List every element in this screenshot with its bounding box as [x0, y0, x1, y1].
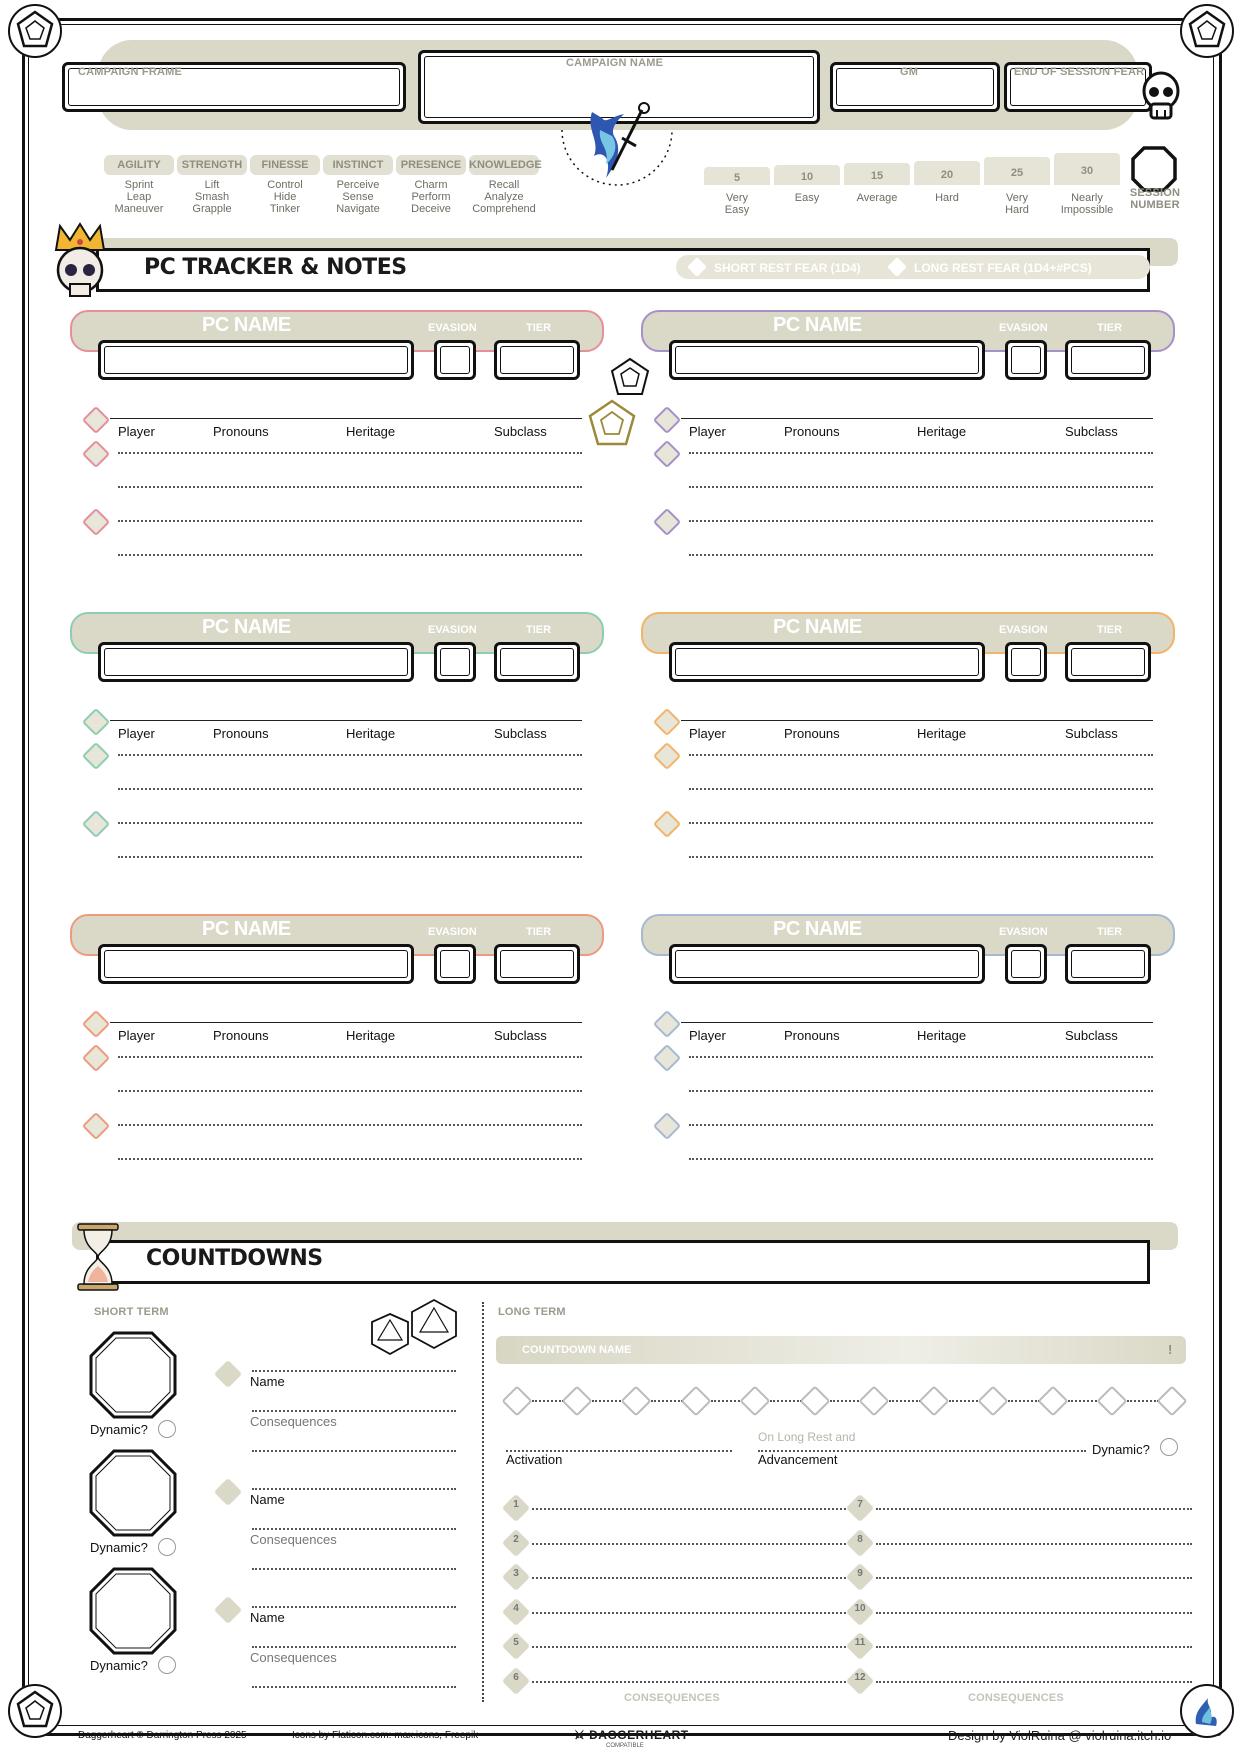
evasion-label: EVASION	[999, 926, 1048, 938]
long-term-dynamic-checkbox[interactable]	[1160, 1438, 1178, 1456]
trait-action: Maneuver	[114, 203, 164, 215]
short-term-dynamic-checkbox[interactable]	[158, 1538, 176, 1556]
pc-note-line[interactable]	[689, 754, 1153, 756]
tier-label: TIER	[1097, 624, 1123, 636]
evasion-field[interactable]	[434, 642, 476, 682]
tier-field[interactable]	[1065, 642, 1151, 682]
difficulty-label: Very	[1005, 192, 1028, 204]
pc-note-line[interactable]	[118, 856, 582, 858]
pc-player-label: Player	[689, 726, 726, 741]
pc-heritage-label: Heritage	[917, 424, 967, 439]
long-term-step-line[interactable]	[532, 1646, 862, 1648]
short-term-conseq-line[interactable]	[252, 1528, 456, 1530]
short-term-dynamic-checkbox[interactable]	[158, 1656, 176, 1674]
short-term-counter-field[interactable]	[88, 1448, 178, 1538]
pc-pronouns-label: Pronouns	[784, 726, 840, 741]
trait-action: Sprint	[124, 179, 154, 191]
logo-corner-icon	[1180, 1684, 1234, 1738]
short-term-extra-line[interactable]	[252, 1450, 456, 1452]
difficulty-label: Easy	[794, 192, 820, 204]
difficulty-5: 5	[704, 167, 770, 185]
trait-action: Recall	[488, 179, 520, 191]
long-term-step-number: 3	[513, 1568, 519, 1579]
pc-note-line[interactable]	[689, 822, 1153, 824]
long-term-step-number: 5	[513, 1637, 519, 1648]
pc-subclass-label: Subclass	[1065, 1028, 1118, 1043]
tier-field[interactable]	[494, 944, 580, 984]
trait-knowledge: KNOWLEDGE	[469, 155, 539, 175]
pc-heritage-label: Heritage	[917, 726, 967, 741]
pc-pronouns-label: Pronouns	[784, 424, 840, 439]
trait-strength: STRENGTH	[177, 155, 247, 175]
trait-instinct: INSTINCT	[323, 155, 393, 175]
trait-agility: AGILITY	[104, 155, 174, 175]
evasion-field[interactable]	[1005, 944, 1047, 984]
session-number-label	[1128, 187, 1182, 211]
long-term-tick-link	[1068, 1400, 1100, 1402]
difficulty-15: 15	[844, 163, 910, 185]
long-term-tick-link	[949, 1400, 981, 1402]
difficulty-label: Hard	[1005, 204, 1029, 216]
trait-action: Grapple	[192, 203, 232, 215]
pc-name-field[interactable]	[98, 340, 414, 380]
pc-info-line	[110, 418, 582, 419]
long-term-step-line[interactable]	[532, 1543, 862, 1545]
tier-label: TIER	[526, 322, 552, 334]
long-term-label: LONG TERM	[498, 1306, 566, 1318]
pc-note-line[interactable]	[118, 554, 582, 556]
pc-note-line[interactable]	[118, 754, 582, 756]
countdown-alert-mark: !	[1168, 1342, 1173, 1357]
long-rest-label: LONG REST FEAR (1D4+#PCS)	[914, 261, 1092, 275]
evasion-field[interactable]	[1005, 340, 1047, 380]
trait-action: Leap	[126, 191, 152, 203]
long-term-tick-link	[711, 1400, 743, 1402]
long-term-tick-link	[592, 1400, 624, 1402]
tier-field[interactable]	[1065, 340, 1151, 380]
skull-icon	[1140, 70, 1182, 124]
tier-label: TIER	[526, 624, 552, 636]
pc-pronouns-label: Pronouns	[213, 1028, 269, 1043]
short-term-dynamic-label: Dynamic?	[90, 1540, 148, 1555]
trait-action: Sense	[342, 191, 374, 203]
crowned-skull-icon	[50, 222, 110, 302]
design-credit-text: Design by ViolRuina @ violruina.itch.io	[948, 1728, 1172, 1743]
long-term-step-line[interactable]	[876, 1646, 1192, 1648]
pc-pronouns-label: Pronouns	[784, 1028, 840, 1043]
difficulty-label: Nearly	[1071, 192, 1103, 204]
short-term-dynamic-label: Dynamic?	[90, 1422, 148, 1437]
pc-name-field[interactable]	[98, 944, 414, 984]
short-term-extra-line[interactable]	[252, 1686, 456, 1688]
pc-name-label: PC NAME	[773, 314, 862, 336]
on-long-rest-label: On Long Rest and	[758, 1430, 856, 1444]
trait-action: Navigate	[336, 203, 380, 215]
pc-heritage-label: Heritage	[917, 1028, 967, 1043]
tier-field[interactable]	[494, 340, 580, 380]
long-term-step-line[interactable]	[532, 1612, 862, 1614]
long-term-step-number: 12	[854, 1671, 866, 1683]
long-term-step-line[interactable]	[532, 1577, 862, 1579]
short-term-dynamic-label: Dynamic?	[90, 1658, 148, 1673]
daggerheart-logo-text: DAGGERHEART	[589, 1728, 689, 1742]
long-term-step-number: 8	[857, 1533, 863, 1545]
pc-name-label: PC NAME	[773, 616, 862, 638]
evasion-field[interactable]	[1005, 642, 1047, 682]
daggerheart-logo	[574, 1728, 689, 1742]
pc-name-label: PC NAME	[202, 918, 291, 940]
pc-info-line	[110, 720, 582, 721]
countdowns-title: COUNTDOWNS	[146, 1246, 323, 1271]
countdown-divider	[482, 1302, 484, 1702]
long-term-step-number: 2	[513, 1533, 519, 1545]
difficulty-label: Impossible	[1060, 204, 1114, 216]
pc-pronouns-label: Pronouns	[213, 726, 269, 741]
pc-heritage-label: Heritage	[346, 726, 396, 741]
pc-player-label: Player	[118, 726, 155, 741]
difficulty-25: 25	[984, 157, 1050, 185]
gm-label: GM	[900, 66, 919, 78]
long-term-step-line[interactable]	[532, 1681, 862, 1683]
trait-action: Perform	[411, 191, 451, 203]
pc-name-label: PC NAME	[773, 918, 862, 940]
pc-info-line	[681, 1022, 1153, 1023]
pc-note-line[interactable]	[118, 1056, 582, 1058]
long-term-step-number: 1	[513, 1499, 519, 1510]
long-term-tick-link	[532, 1400, 564, 1402]
evasion-field[interactable]	[434, 944, 476, 984]
short-term-extra-line[interactable]	[252, 1568, 456, 1570]
pc-player-label: Player	[118, 1028, 155, 1043]
long-term-step-line[interactable]	[532, 1508, 862, 1510]
long-term-tick-link	[889, 1400, 921, 1402]
d12-corner-icon	[8, 4, 62, 58]
dagger-logo-icon: ⚔	[574, 1728, 586, 1742]
pc-note-line[interactable]	[118, 1124, 582, 1126]
pc-subclass-label: Subclass	[494, 726, 547, 741]
short-term-label: SHORT TERM	[94, 1306, 169, 1318]
tier-field[interactable]	[1065, 944, 1151, 984]
trait-action: Lift	[204, 179, 220, 191]
pc-heritage-label: Heritage	[346, 424, 396, 439]
trait-action: Perceive	[336, 179, 380, 191]
pc-subclass-label: Subclass	[494, 424, 547, 439]
activation-label: Activation	[506, 1452, 563, 1467]
pc-note-line[interactable]	[689, 520, 1153, 522]
long-term-step-number: 10	[854, 1602, 866, 1614]
short-term-name-line[interactable]	[252, 1488, 456, 1490]
advancement-label: Advancement	[758, 1452, 838, 1467]
tier-label: TIER	[526, 926, 552, 938]
short-term-name-label: Name	[250, 1492, 285, 1507]
tier-label: TIER	[1097, 926, 1123, 938]
pc-heritage-label: Heritage	[346, 1028, 396, 1043]
evasion-label: EVASION	[999, 624, 1048, 636]
countdown-name-label: COUNTDOWN NAME	[522, 1344, 632, 1356]
difficulty-label: Hard	[935, 192, 959, 204]
difficulty-label: Easy	[724, 204, 750, 216]
pc-name-field[interactable]	[669, 642, 985, 682]
pc-name-label: PC NAME	[202, 314, 291, 336]
trait-presence: PRESENCE	[396, 155, 466, 175]
short-term-name-label: Name	[250, 1610, 285, 1625]
pc-note-line[interactable]	[689, 554, 1153, 556]
pc-note-line[interactable]	[118, 486, 582, 488]
long-term-step-number: 6	[513, 1671, 519, 1683]
evasion-field[interactable]	[434, 340, 476, 380]
hourglass-icon	[74, 1222, 122, 1292]
trait-action: Hide	[273, 191, 297, 203]
long-term-step-number: 4	[513, 1602, 519, 1614]
pc-name-label: PC NAME	[202, 616, 291, 638]
trait-action: Control	[267, 179, 303, 191]
short-term-conseq-line[interactable]	[252, 1646, 456, 1648]
pc-info-line	[681, 418, 1153, 419]
icon-credit-text: Icons by Flaticon.com: max.icons, Freepik	[292, 1730, 479, 1741]
end-of-session-fear-label: END OF SESSION FEAR	[1014, 66, 1145, 78]
campaign-name-label: CAMPAIGN NAME	[566, 57, 664, 69]
pc-note-line[interactable]	[118, 1158, 582, 1160]
d12-gold-die-icon	[586, 398, 638, 450]
pc-subclass-label: Subclass	[494, 1028, 547, 1043]
pc-note-line[interactable]	[118, 1090, 582, 1092]
long-term-step-line[interactable]	[876, 1577, 1192, 1579]
long-term-tick-link	[1127, 1400, 1159, 1402]
trait-action: Tinker	[269, 203, 301, 215]
short-term-counter-field[interactable]	[88, 1330, 178, 1420]
pc-player-label: Player	[689, 1028, 726, 1043]
short-term-name-label: Name	[250, 1374, 285, 1389]
session-label-line1: SESSION	[1129, 187, 1181, 199]
long-term-tick-link	[770, 1400, 802, 1402]
long-term-step-number: 7	[857, 1499, 863, 1510]
long-term-dynamic-label: Dynamic?	[1092, 1442, 1150, 1457]
trait-action: Deceive	[411, 203, 451, 215]
consequences-right-label: CONSEQUENCES	[968, 1692, 1064, 1704]
short-term-name-line[interactable]	[252, 1606, 456, 1608]
pc-note-line[interactable]	[689, 1090, 1153, 1092]
tier-label: TIER	[1097, 322, 1123, 334]
pc-note-line[interactable]	[689, 1158, 1153, 1160]
long-term-step-number: 9	[857, 1568, 863, 1579]
short-term-conseq-line[interactable]	[252, 1410, 456, 1412]
trait-action: Smash	[194, 191, 230, 203]
pc-subclass-label: Subclass	[1065, 726, 1118, 741]
pc-pronouns-label: Pronouns	[213, 424, 269, 439]
trait-action: Analyze	[484, 191, 524, 203]
pc-note-line[interactable]	[689, 486, 1153, 488]
long-term-step-line[interactable]	[876, 1508, 1192, 1510]
pc-name-field[interactable]	[669, 944, 985, 984]
d12-corner-icon	[8, 1684, 62, 1738]
pc-player-label: Player	[118, 424, 155, 439]
pc-note-line[interactable]	[118, 822, 582, 824]
short-term-name-line[interactable]	[252, 1370, 456, 1372]
pc-note-line[interactable]	[118, 520, 582, 522]
tier-field[interactable]	[494, 642, 580, 682]
long-term-tick-link	[830, 1400, 862, 1402]
pc-subclass-label: Subclass	[1065, 424, 1118, 439]
long-term-step-number: 11	[854, 1637, 866, 1648]
trait-finesse: FINESSE	[250, 155, 320, 175]
pc-note-line[interactable]	[689, 452, 1153, 454]
difficulty-30: 30	[1054, 153, 1120, 185]
trait-action: Comprehend	[472, 203, 536, 215]
short-term-conseq-label: Consequences	[250, 1650, 337, 1665]
session-label-line2: NUMBER	[1130, 199, 1180, 211]
pc-note-line[interactable]	[689, 856, 1153, 858]
evasion-label: EVASION	[428, 624, 477, 636]
pc-info-line	[681, 720, 1153, 721]
short-term-dynamic-checkbox[interactable]	[158, 1420, 176, 1438]
long-term-tick-link	[1008, 1400, 1040, 1402]
pc-player-label: Player	[689, 424, 726, 439]
pc-note-line[interactable]	[118, 452, 582, 454]
pc-note-line[interactable]	[689, 1056, 1153, 1058]
pc-note-line[interactable]	[689, 1124, 1153, 1126]
difficulty-label: Average	[856, 192, 898, 204]
long-term-step-line[interactable]	[876, 1612, 1192, 1614]
short-term-conseq-label: Consequences	[250, 1532, 337, 1547]
long-term-tick-link	[651, 1400, 683, 1402]
difficulty-10: 10	[774, 165, 840, 185]
consequences-left-label: CONSEQUENCES	[624, 1692, 720, 1704]
d12-die-icon	[608, 356, 652, 400]
pc-note-line[interactable]	[118, 788, 582, 790]
long-term-step-line[interactable]	[876, 1681, 1192, 1683]
difficulty-label: Very	[725, 192, 748, 204]
copyright-text: Daggerheart © Darrington Press 2025	[78, 1730, 247, 1741]
evasion-label: EVASION	[428, 322, 477, 334]
short-term-counter-field[interactable]	[88, 1566, 178, 1656]
tracker-title: PC TRACKER & NOTES	[144, 255, 407, 280]
session-number-field[interactable]	[1130, 145, 1178, 193]
difficulty-20: 20	[914, 161, 980, 185]
d20-dice-icon	[368, 1296, 464, 1358]
pc-info-line	[110, 1022, 582, 1023]
short-rest-label: SHORT REST FEAR (1D4)	[714, 261, 861, 275]
evasion-label: EVASION	[428, 926, 477, 938]
evasion-label: EVASION	[999, 322, 1048, 334]
compatible-text: COMPATIBLE	[606, 1743, 644, 1749]
pc-name-field[interactable]	[669, 340, 985, 380]
pc-note-line[interactable]	[689, 788, 1153, 790]
dagger-emblem-icon	[552, 100, 682, 200]
d12-corner-icon	[1180, 4, 1234, 58]
short-term-conseq-label: Consequences	[250, 1414, 337, 1429]
pc-name-field[interactable]	[98, 642, 414, 682]
campaign-frame-label: CAMPAIGN FRAME	[78, 66, 183, 78]
trait-action: Charm	[414, 179, 448, 191]
long-term-step-line[interactable]	[876, 1543, 1192, 1545]
